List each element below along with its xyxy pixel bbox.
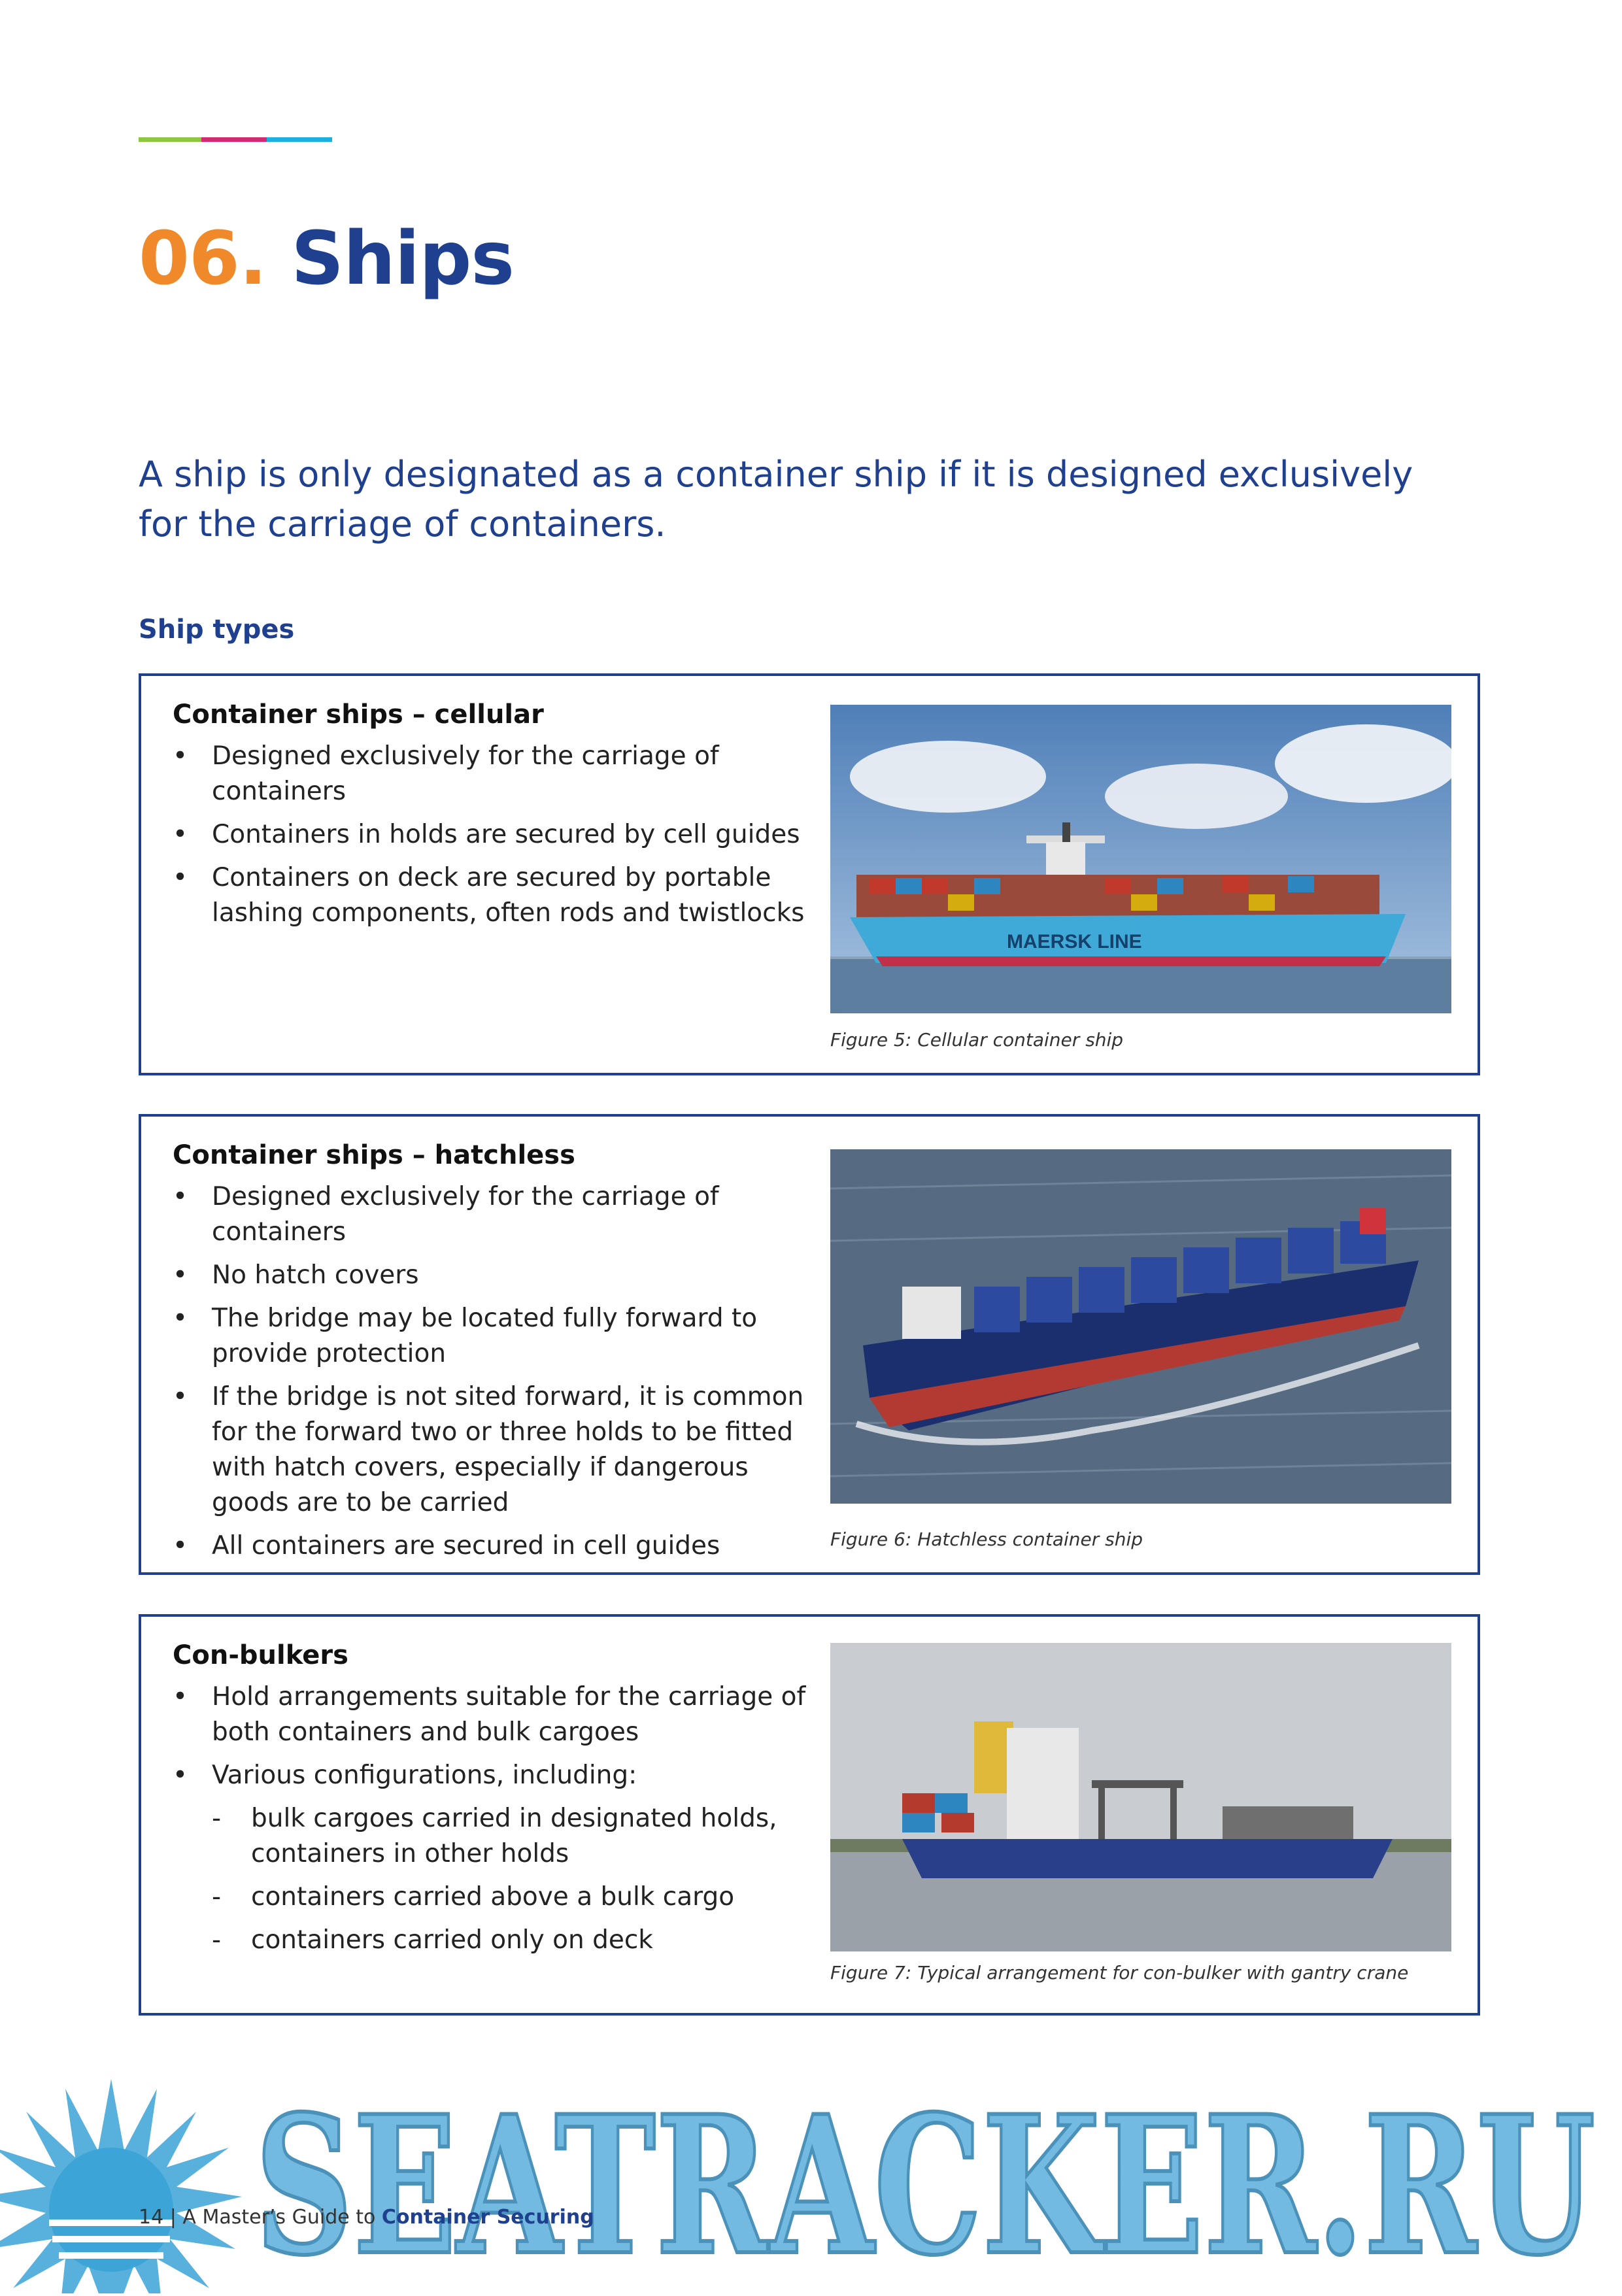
intro-text: A ship is only designated as a container ship if it is designed exclusively for the carriage of containers. (139, 454, 1413, 545)
list-item: • Hold arrangements suitable for the carriage of both containers and bulk cargoes (173, 1682, 806, 1747)
figure-caption: Figure 7: Typical arrangement for con-bulker with gantry crane (830, 1962, 1409, 1984)
sun-icon (0, 2079, 242, 2293)
sub-list-item: - bulk cargoes carried in designated holds, containers in other holds (212, 1804, 777, 1868)
section-heading: Ship types (139, 615, 295, 645)
list-item: • Various configurations, including: (173, 1761, 637, 1790)
bullet-list (173, 1179, 826, 1572)
cellular-ship-photo (830, 705, 1451, 1013)
con-bulker-photo (830, 1643, 1451, 1951)
list-item: • The bridge may be located fully forward to provide protection (173, 1304, 758, 1368)
page-number: 14 (139, 2206, 164, 2229)
box-title: Container ships – hatchless (173, 1140, 575, 1170)
page-footer (139, 2206, 594, 2229)
list-item: • Containers in holds are secured by cell guides (173, 820, 800, 849)
ship-type-box-hatchless (139, 1114, 1480, 1575)
bullet-list (173, 739, 826, 939)
watermark-graphic (0, 2053, 1622, 2293)
header-rule-magenta (201, 137, 267, 142)
figure-caption: Figure 6: Hatchless container ship (830, 1528, 1143, 1550)
box-title: Container ships – cellular (173, 700, 544, 730)
hatchless-ship-photo (830, 1149, 1451, 1504)
sub-list-item: - containers carried only on deck (212, 1925, 653, 1955)
list-item: • No hatch covers (173, 1260, 419, 1290)
list-item: • All containers are secured in cell guides (173, 1531, 720, 1561)
ship-type-box-con-bulkers (139, 1614, 1480, 2016)
bullet-list (173, 1680, 826, 1966)
chapter-number: 06. (139, 216, 267, 301)
list-item: • If the bridge is not sited forward, it is common for the forward two or three holds to be fitted with hatch covers, especially if dangerous goods are to be carried (173, 1382, 804, 1517)
header-rule-cyan (267, 137, 332, 142)
hull-lettering: MAERSK LINE (1007, 931, 1142, 953)
guide-topic: Container Securing (381, 2206, 594, 2229)
header-rule-green (139, 137, 201, 142)
page-title (139, 216, 515, 301)
guide-title: A Master’s Guide to (182, 2206, 376, 2229)
sub-list-item: - containers carried above a bulk cargo (212, 1882, 735, 1912)
ship-type-box-cellular (139, 673, 1480, 1075)
list-item: • Designed exclusively for the carriage of containers (173, 741, 719, 806)
svg-text:SEATRACKER.RU: SEATRACKER.RU (255, 2075, 1595, 2293)
figure-caption: Figure 5: Cellular container ship (830, 1029, 1124, 1051)
box-title: Con-bulkers (173, 1640, 348, 1670)
list-item: • Designed exclusively for the carriage of containers (173, 1182, 719, 1247)
footer-separator: | (169, 2206, 177, 2229)
watermark (0, 2053, 1622, 2293)
chapter-title: Ships (291, 216, 515, 301)
list-item: • Containers on deck are secured by portable lashing components, often rods and twistlocks (173, 863, 805, 928)
